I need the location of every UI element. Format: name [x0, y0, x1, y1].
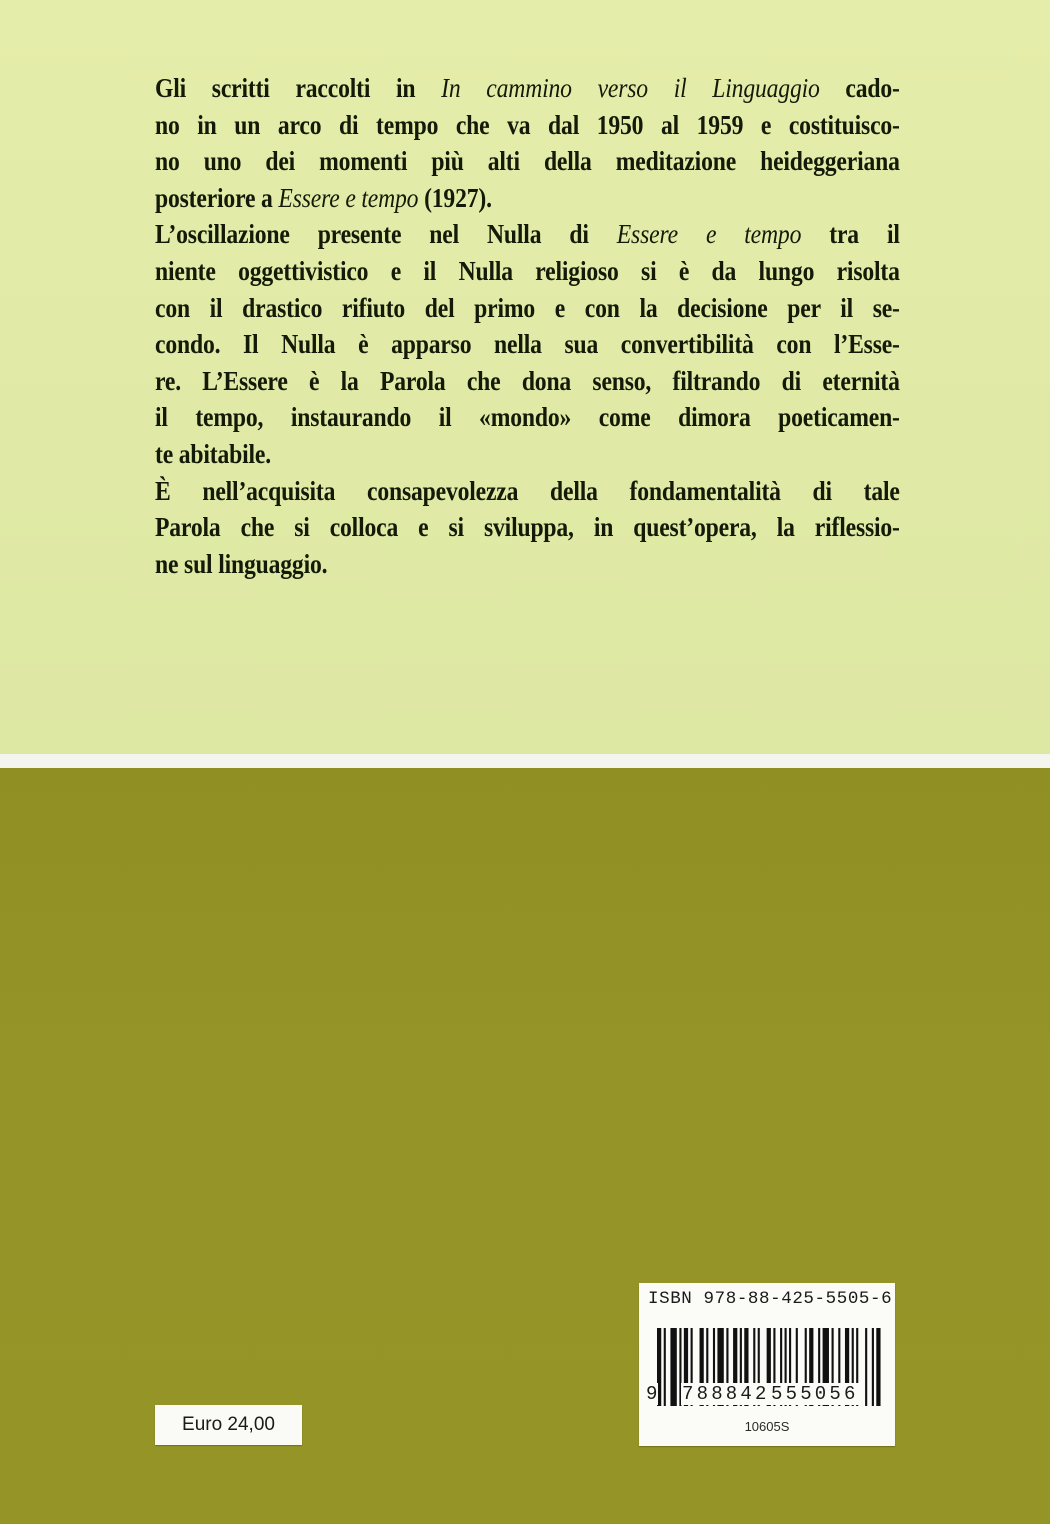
blurb-line: [155, 436, 900, 473]
text-span: condo. Il Nulla è apparso nella sua convertibilità con l’Esse-: [155, 328, 900, 360]
blurb-line: [155, 290, 900, 327]
blurb-line: [155, 509, 900, 546]
blurb-line: [155, 107, 900, 144]
blurb-line: [155, 143, 900, 180]
text-span: ne sul linguaggio.: [155, 547, 328, 579]
blurb-line: [155, 70, 900, 107]
barcode-digits-right: 555056: [771, 1383, 859, 1405]
text-span: il tempo, instaurando il «mondo» come dimora poeticamen-: [155, 401, 900, 433]
price-text: Euro 24,00: [182, 1414, 275, 1435]
text-span: no in un arco di tempo che va dal 1950 al 1959 e costituisco-: [155, 108, 900, 140]
blurb-line: [155, 399, 900, 436]
blurb-line: [155, 326, 900, 363]
text-span: L’oscillazione presente nel Nulla di: [155, 218, 617, 250]
divider-stripe: [0, 754, 1050, 768]
text-span: te abitabile.: [155, 437, 272, 469]
blurb-line: [155, 473, 900, 510]
text-span: tra il: [801, 218, 900, 250]
text-span: (1927).: [418, 181, 492, 213]
barcode-digit-first: 9: [646, 1383, 658, 1405]
blurb-line: [155, 216, 900, 253]
italic-title: Essere e tempo: [278, 181, 419, 213]
text-span: Gli scritti raccolti in: [155, 72, 442, 103]
text-span: È nell’acquisita consapevolezza della fondamentalità di tale: [155, 474, 900, 506]
text-span: niente oggettivistico e il Nulla religioso si è da lungo risolta: [155, 254, 900, 286]
italic-title: Essere e tempo: [616, 218, 802, 250]
barcode-digits-left: 788842: [682, 1383, 770, 1405]
blurb-line: [155, 180, 900, 217]
italic-title: In cammino verso il Linguaggio: [441, 72, 820, 103]
text-span: con il drastico rifiuto del primo e con la decisione per il se-: [155, 291, 900, 323]
blurb-line: [155, 546, 900, 583]
text-span: cado-: [819, 72, 900, 103]
blurb-line: [155, 253, 900, 290]
isbn-number: ISBN 978-88-425-5505-6: [648, 1289, 893, 1309]
catalog-code: 10605S: [744, 1419, 790, 1434]
text-span: Parola che si colloca e si sviluppa, in quest’opera, la riflessio-: [155, 511, 900, 543]
isbn-barcode-label: [639, 1283, 895, 1446]
text-span: posteriore a: [155, 181, 279, 213]
blurb-line: [155, 363, 900, 400]
back-cover-blurb: [155, 70, 900, 582]
text-span: re. L’Essere è la Parola che dona senso, filtrando di eternità: [155, 364, 900, 396]
text-span: no uno dei momenti più alti della meditazione heideggeriana: [155, 145, 900, 177]
price-label: [155, 1405, 302, 1445]
